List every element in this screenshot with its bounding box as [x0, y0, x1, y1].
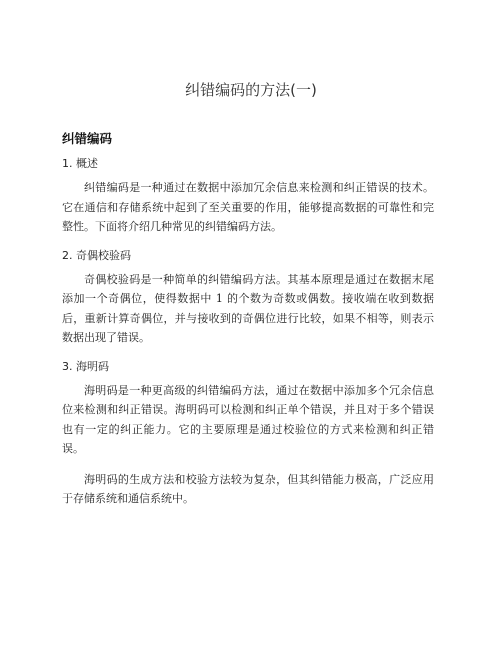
paragraph-parity: 奇偶校验码是一种简单的纠错编码方法。其基本原理是通过在数据末尾添加一个奇偶位，使得数据中 1 的个数为奇数或偶数。接收端在收到数据后，重新计算奇偶位，并与接收到的奇偶位进行比较，如果不相等，则表示数据出现了错误。 [62, 272, 434, 344]
paragraph-hamming-1: 海明码是一种更高级的纠错编码方法，通过在数据中添加多个冗余信息位来检测和纠正错误。海明码可以检测和纠正单个错误，并且对于多个错误也有一定的纠正能力。它的主要原理是通过校验位的方式来检测和纠正错误。 [62, 383, 434, 455]
paragraph-overview: 纠错编码是一种通过在数据中添加冗余信息来检测和纠正错误的技术。它在通信和存储系统中起到了至关重要的作用，能够提高数据的可靠性和完整性。下面将介绍几种常见的纠错编码方法。 [62, 181, 434, 233]
subsection-heading-parity: 2. 奇偶校验码 [62, 248, 131, 262]
document-body [62, 130, 434, 520]
document-title: 纠错编码的方法(一) [185, 81, 317, 99]
paragraph-hamming-2: 海明码的生成方法和校验方法较为复杂，但其纠错能力极高，广泛应用于存储系统和通信系统中。 [62, 472, 434, 505]
subsection-heading-overview: 1. 概述 [62, 157, 98, 170]
subsection-heading-hamming: 3. 海明码 [62, 359, 109, 373]
section-heading: 纠错编码 [62, 131, 113, 146]
